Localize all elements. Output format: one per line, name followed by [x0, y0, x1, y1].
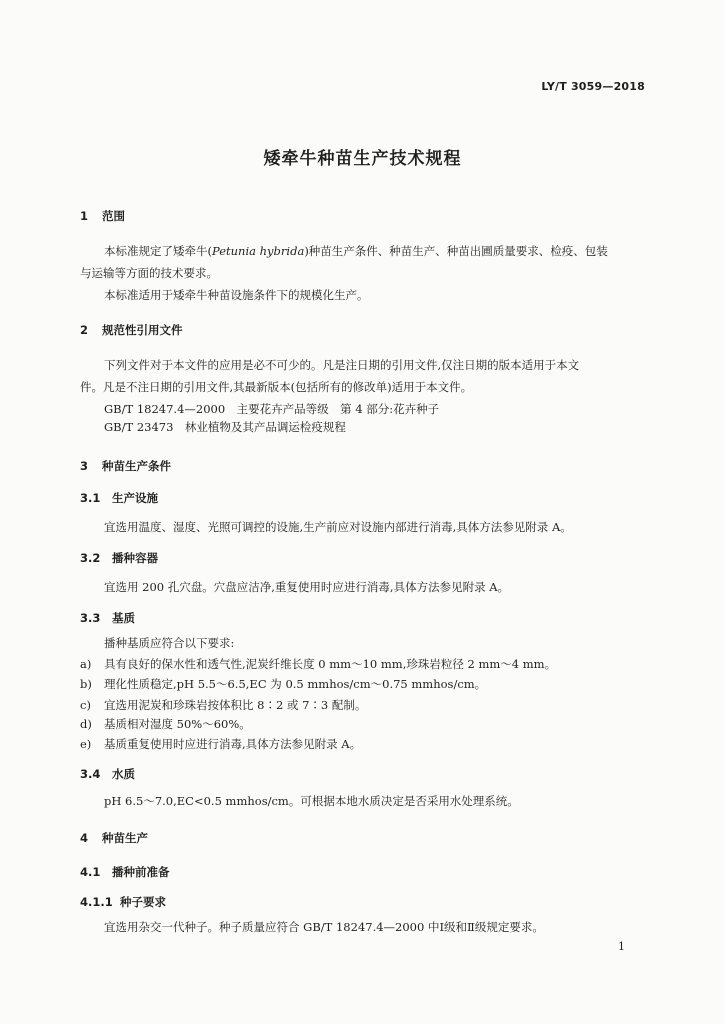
list-text: 具有良好的保水性和透气性,泥炭纤维长度 0 mm～10 mm,珍珠岩粒径 2 mm～4 mm。: [104, 657, 557, 671]
section-4-1-1-text: 宜选用杂交一代种子。种子质量应符合 GB/T 18247.4—2000 中Ⅰ级和Ⅱ级规定要求。: [104, 920, 544, 934]
page-number: 1: [618, 940, 625, 953]
section-title: 生产设施: [112, 491, 158, 505]
text-line: 下列文件对于本文件的应用是必不可少的。凡是注日期的引用文件,仅注日期的版本适用于本文: [104, 358, 580, 372]
section-1-heading: [80, 208, 125, 224]
section-3-4-text: pH 6.5～7.0,EC<0.5 mmhos/cm。可根据本地水质决定是否采用水处理系统。: [104, 794, 519, 808]
section-3-3-heading: [80, 610, 135, 626]
section-1-paragraph-1: [80, 240, 648, 284]
section-4-heading: [80, 830, 148, 846]
document-title: 矮牵牛种苗生产技术规程: [263, 149, 462, 169]
list-item: [80, 736, 648, 752]
section-4-1-1-heading: [80, 894, 166, 910]
section-3-4-heading: [80, 766, 135, 782]
list-text: 宜选用泥炭和珍珠岩按体积比 8∶2 或 7∶3 配制。: [104, 698, 367, 712]
section-title: 规范性引用文件: [102, 323, 183, 337]
reference-1: GB/T 18247.4—2000 主要花卉产品等级 第 4 部分:花卉种子: [104, 402, 440, 416]
section-number: 3.4: [80, 767, 101, 781]
section-title: 范围: [102, 209, 125, 223]
section-number: 3.2: [80, 551, 101, 565]
section-3-1-text: 宜选用温度、湿度、光照可调控的设施,生产前应对设施内部进行消毒,具体方法参见附录 A。: [104, 520, 572, 534]
section-number: 2: [80, 323, 89, 337]
section-4-1-heading: [80, 864, 170, 880]
reference-2: GB/T 23473 林业植物及其产品调运检疫规程: [104, 420, 346, 434]
section-1-paragraph-2: 本标准适用于矮牵牛种苗设施条件下的规模化生产。: [104, 288, 369, 302]
section-number: 4.1: [80, 865, 101, 879]
section-title: 播种前准备: [112, 865, 170, 879]
section-number: 3: [80, 459, 89, 473]
section-number: 4: [80, 831, 89, 845]
list-marker: a): [80, 657, 92, 671]
text-run: 本标准规定了矮牵牛(: [104, 244, 212, 258]
section-title: 播种容器: [112, 551, 158, 565]
section-number: 1: [80, 209, 89, 223]
section-number: 3.1: [80, 491, 101, 505]
section-title: 种子要求: [120, 895, 166, 909]
list-item: [80, 716, 648, 732]
text-line: 件。凡是不注日期的引用文件,其最新版本(包括所有的修改单)适用于本文件。: [80, 380, 473, 394]
text-line: [80, 240, 648, 262]
section-title: 种苗生产: [102, 831, 148, 845]
list-text: 理化性质稳定,pH 5.5～6.5,EC 为 0.5 mmhos/cm～0.75 mmhos/cm。: [104, 677, 487, 691]
section-3-2-heading: [80, 550, 158, 566]
section-3-heading: [80, 458, 171, 474]
section-title: 基质: [112, 611, 135, 625]
section-title: 种苗生产条件: [102, 459, 171, 473]
text-line: 与运输等方面的技术要求。: [80, 266, 218, 280]
section-3-3-intro: 播种基质应符合以下要求:: [104, 636, 235, 650]
section-3-2-text: 宜选用 200 孔穴盘。穴盘应洁净,重复使用时应进行消毒,具体方法参见附录 A。: [104, 580, 510, 594]
section-number: 4.1.1: [80, 895, 113, 909]
standard-code: LY/T 3059—2018: [541, 80, 645, 93]
list-text: 基质相对湿度 50%～60%。: [104, 717, 251, 731]
list-marker: e): [80, 737, 92, 751]
list-item: [80, 676, 648, 692]
list-item: [80, 697, 648, 713]
section-2-paragraph-1: [80, 354, 648, 398]
text-run: )种苗生产条件、种苗生产、种苗出圃质量要求、检疫、包装: [304, 244, 608, 258]
list-item: [80, 656, 648, 672]
section-title: 水质: [112, 767, 135, 781]
list-text: 基质重复使用时应进行消毒,具体方法参见附录 A。: [104, 737, 362, 751]
section-2-heading: [80, 322, 183, 338]
latin-name: Petunia hybrida: [212, 244, 305, 258]
list-marker: d): [80, 717, 92, 731]
section-3-1-heading: [80, 490, 158, 506]
list-marker: b): [80, 677, 92, 691]
section-number: 3.3: [80, 611, 101, 625]
list-marker: c): [80, 698, 91, 712]
